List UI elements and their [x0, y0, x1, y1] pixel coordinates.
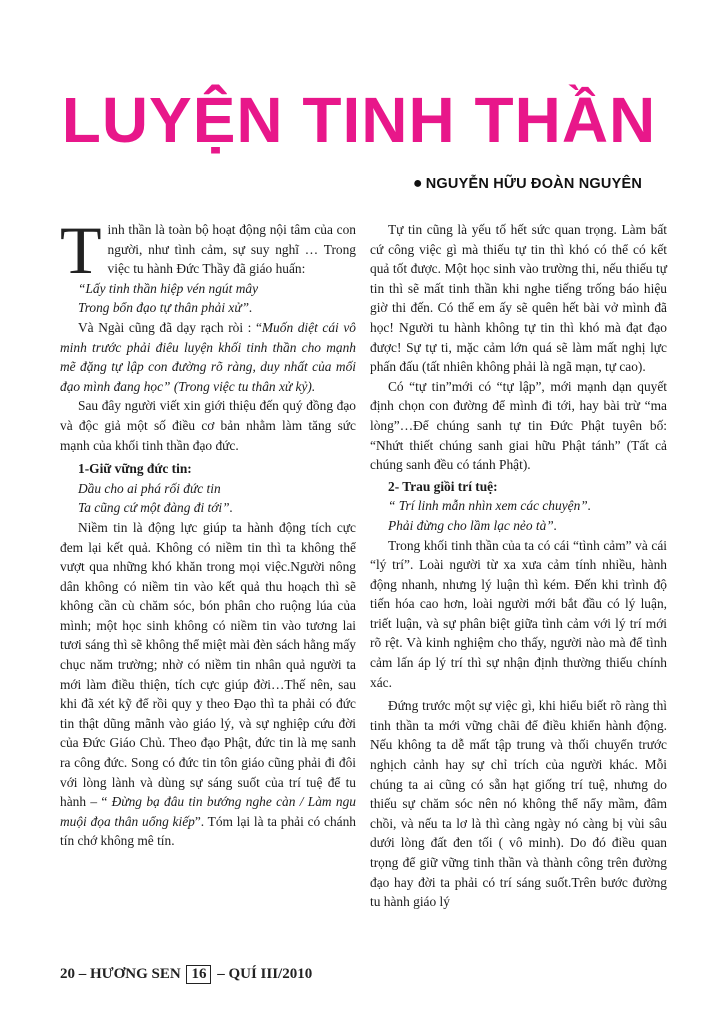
section-heading: 2- Trau giồi trí tuệ: — [388, 478, 498, 494]
paragraph — [60, 518, 356, 851]
author-name: NGUYỄN HỮU ĐOÀN NGUYÊN — [425, 176, 642, 192]
verse-line: “ Trí linh mẫn nhìn xem các chuyện”. — [388, 498, 592, 514]
verse-line: “Lấy tinh thần hiệp vén ngút mây — [78, 280, 259, 296]
issue-number: 16 — [186, 965, 211, 984]
paragraph-text: Và Ngài cũng đã dạy rạch ròi : “ — [78, 319, 262, 335]
paragraph — [60, 318, 356, 396]
right-column — [370, 220, 667, 912]
section-heading: 1-Giữ vững đức tin: — [78, 461, 192, 477]
page-number: 20 — [60, 966, 75, 982]
verse-line: Trong bổn đạo tự thân phải xử”. — [78, 300, 253, 316]
verse-line: Dầu cho ai phá rối đức tin — [78, 480, 221, 496]
publication-name: – HƯƠNG SEN — [75, 966, 185, 982]
paragraph: Tự tin cũng là yếu tố hết sức quan trọng. Làm bất cứ công việc gì mà thiếu tự tin thì khó có thể có kết quả tốt được. Một học sinh vào trường thi, nếu thiếu tự tin thì sẽ mất tinh thần khi nghe tiếng trống báo hiệu giờ thi đến. Có thể em ấy sẽ quên hết bài vở mình đã học! Người tu hành không tự tin thì khó mà đạt đạo được! Sự tự ti, mặc cảm lớn quá sẽ làm mất nghị lực phấn đấu (tất nhiên không phải là ngã mạn, tự cao). — [370, 222, 667, 375]
paragraph: Có “tự tin”mới có “tự lập”, mới mạnh dạn quyết định chọn con đường để mình đi tới, hay bài trừ “ma lòng”…Để chúng sanh tự tin Đức Phật tuyên bố: “Nhứt thiết chúng sanh giai hữu Phật tánh” (Tất cả chúng sanh đều có tánh Phật). — [370, 378, 667, 473]
left-column — [60, 212, 357, 851]
issue-date: – QUÍ III/2010 — [213, 966, 313, 982]
article-title: LUYỆN TINH THẦN — [61, 84, 657, 156]
drop-cap: T — [60, 212, 102, 288]
paragraph: Đứng trước một sự việc gì, khi hiểu biết rõ ràng thì tinh thần ta mới vững chãi để điều khiển hành động. Nếu không ta dễ mất tập trung và thối chuyển trước nghịch cảnh hay sự chỉ trích của người khác. Mỗi chúng ta ai cũng có sẵn hạt giống trí tuệ, nhưng do thiếu sự chăm sóc nên nó không thể nẩy mầm, đâm chồi, và nếu ta lơ là thì càng ngày nó càng bị vùi sâu dưới lòng đất đen tối ( vô minh). Do đó điều quan trọng để giữ vững tinh thần và thành công trên đường đạo hay đời ta phải có trí sáng suốt.Trên bước đường tu hành giáo lý — [370, 698, 667, 910]
page-footer — [60, 965, 312, 984]
verse-line: Phải đừng cho lầm lạc nẻo tà”. — [388, 517, 558, 533]
author-byline — [413, 175, 642, 193]
intro-text: inh thần là toàn bộ hoạt động nội tâm của con người, như tình cảm, sự suy nghĩ … Trong việc tu hành Đức Thầy đã giáo huấn: — [107, 222, 356, 277]
paragraph-text: ”. Tóm lại là ta phải có chánh tín chớ không mê tín. — [60, 813, 356, 849]
verse-line: Ta cũng cứ một đàng đi tới”. — [78, 500, 233, 516]
paragraph: Sau đây người viết xin giới thiệu đến quý đồng đạo và độc giả một số điều cơ bản nhằm làm tăng sức mạnh của khối tinh thần đạo đức. — [60, 398, 356, 453]
paragraph: Trong khối tinh thần của ta có cái “tình cảm” và cái “lý trí”. Loài người từ xa xưa cảm tính nhiều, hành động nhanh, nhưng lý luận thì kém. Đến khi trình độ tiến hóa cao hơn, loài người mới bắt đầu có lý luận, triết luận, và sự phân biệt giữa tình cảm với lý trí mới rõ rệt. Và kinh nghiệm cho thấy, người nào mà để tình cảm lấn áp lý trí thì sự nhận định thường thiếu chính xác. — [370, 537, 667, 690]
quote-text: Muốn diệt cái vô minh trước phải điêu luyện khối tinh thần cho mạnh mẽ đặng tự lập con đường rõ ràng, duy nhất của mối đạo mình đang học” (Trong việc tu thân xử kỷ). — [60, 319, 356, 394]
bullet-icon: ● — [412, 175, 423, 192]
paragraph-text: Niềm tin là động lực giúp ta hành động tích cực đem lại kết quả. Không có niềm tin thì ta không thể vượt qua những khó khăn trong mọi việc.Người nông dân không có niềm tin vào kết quả thu hoạch thì sẽ không cần cù chăm sóc, bón phân cho ruộng lúa của mình; một học sinh không có niềm tin vào tương lai tươi sáng thì sẽ không thể miệt mài đèn sách hằng mấy chục năm trường; nhờ có niềm tin nhân quả người ta mới làm điều thiện, tích cực giúp đời…Thế nên, sau khi đã xét kỹ để rồi quy y theo Đạo thì ta phải có đức tin thật dũng mãnh vào giáo lý, và sự nghiệp cứu đời của Đức Giáo Chủ. Theo đạo Phật, đức tin là mẹ sanh ra công đức. Song có đức tin tôn giáo cũng phải đi đôi với lòng lành và dùng sự sáng suốt của trí tuệ để tu hành – “ — [60, 519, 356, 810]
quote-text: Đừng bạ đâu tin bướng nghe càn / Làm ngu muội đọa thân uổng kiếp — [60, 794, 357, 829]
